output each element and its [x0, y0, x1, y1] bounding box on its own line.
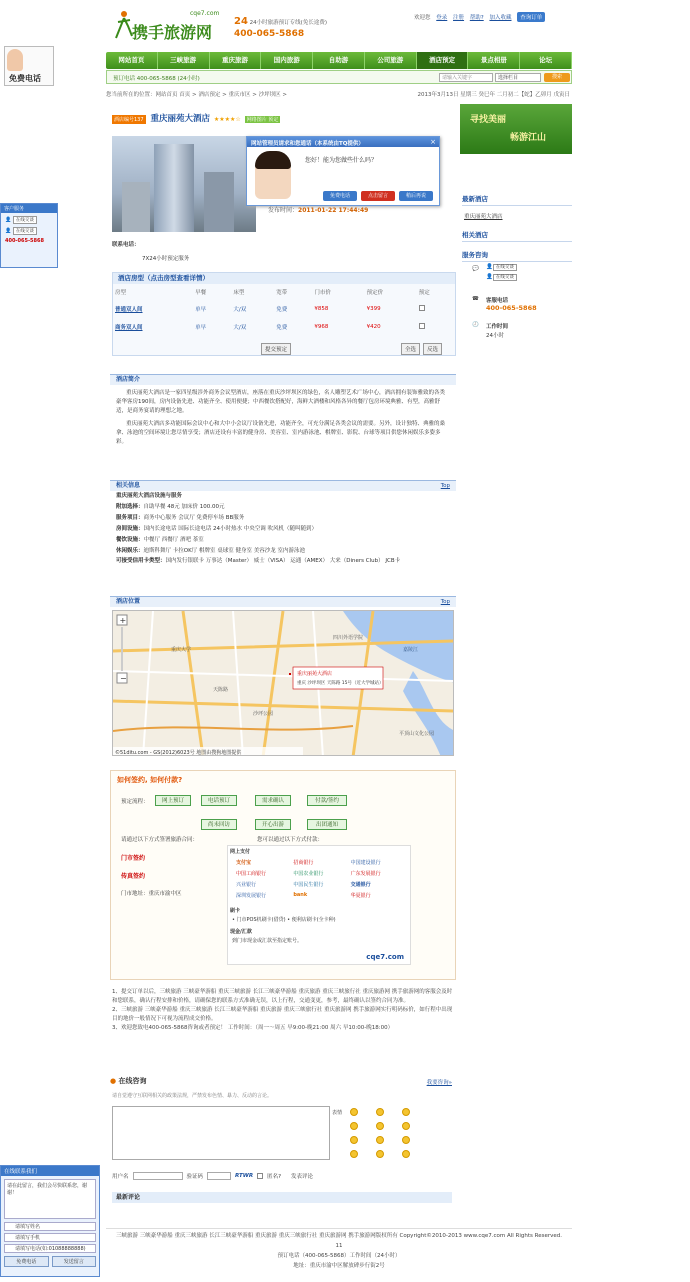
flow-step: 电话预订: [201, 795, 237, 806]
consult-title: 在线咨询: [118, 1077, 147, 1085]
breakfast-cell: 单早: [195, 325, 207, 331]
hotline-caption: 24小时旅游预订专线(免长途费): [249, 20, 327, 26]
submit-comment-button[interactable]: 发表评论: [291, 1174, 314, 1180]
free-call-button[interactable]: 免费电话: [4, 1256, 49, 1267]
map-label: 嘉陵江: [403, 647, 419, 653]
send-message-button[interactable]: 发送留言: [52, 1256, 97, 1267]
svg-text:+: +: [119, 616, 127, 625]
facilities-title: 相关信息: [116, 482, 141, 489]
extra-label: 附加选择：: [116, 504, 144, 510]
flow-step: 需求确认: [255, 795, 291, 806]
col-broadband: 宽带: [276, 290, 288, 296]
hotel-intro: [110, 374, 456, 451]
search-button[interactable]: 搜索: [544, 73, 570, 82]
bank-logo: 中国农业银行: [293, 871, 324, 877]
qq-icon: 👤: [5, 217, 12, 223]
map-marker-address: 重庆 沙坪坝区 天陈路 15号（近大学城站）: [297, 681, 384, 686]
free-phone-widget[interactable]: [4, 46, 54, 86]
note-2: 2、三峡旅游 三峡豪华游船 重庆三峡旅游 长江三峡豪华游船 重庆旅游 重庆三峡旅行社 重庆旅游网 携手旅游网实行明码标价，如行程中出现目的地价一般情况下可视为流程成交价格。: [112, 1007, 453, 1022]
book-price-cell: ¥420: [366, 324, 381, 330]
emoticon-icon[interactable]: [376, 1108, 384, 1116]
breadcrumb-path[interactable]: 您当前所在的位置：网站首页 首页 > 酒店预定 > 重庆市区 > 沙坪坝区 >: [106, 92, 287, 98]
nav-domestic[interactable]: 国内旅游: [261, 52, 313, 69]
method-fax: 传真签约: [121, 873, 146, 880]
location-section: [110, 596, 456, 607]
note-3: 3、欢迎您致电400-065-5868咨询或者预定！ 工作时间：（周一～周五 早9:00-晚21:00 周六 早10:00-晚18:00）: [112, 1025, 394, 1031]
col-book: 预定: [418, 290, 430, 296]
chat-bubble-icon: 💬: [472, 266, 479, 272]
flow-step: 尚未回访: [201, 819, 237, 830]
facility-label: 餐饮设施：: [116, 537, 144, 543]
hotline-box: [234, 16, 354, 44]
popup-later-button[interactable]: 稍后再说: [399, 191, 433, 201]
map-marker-name: 重庆丽苑大酒店: [297, 671, 333, 677]
bank-logo: bank: [293, 892, 308, 898]
nav-hotel-booking[interactable]: 酒店预定: [417, 52, 469, 69]
consult-icon: ●: [110, 1077, 117, 1085]
captcha-label: 验证码: [186, 1174, 204, 1180]
contact-panel-title: 在线联系我们: [1, 1166, 99, 1176]
sidebar-banner[interactable]: [460, 104, 572, 154]
table-row: [113, 318, 455, 336]
booking-notes: [112, 988, 456, 1033]
howto-title: 如何签约, 如何付款?: [117, 776, 183, 784]
footer-contact: 预订电话（400-065-5868）工作时间（24小时）: [277, 1253, 401, 1259]
captcha-image[interactable]: RTWR: [235, 1173, 254, 1179]
room-table: [113, 284, 455, 336]
emoticon-icon[interactable]: [402, 1150, 410, 1158]
agent-avatar: [255, 151, 291, 199]
bank-logo: 广东发展银行: [350, 871, 381, 877]
hotel-map[interactable]: [112, 610, 454, 756]
room-type-link[interactable]: 商务双人间: [115, 325, 143, 331]
cust-service-phone: 400-065-5868: [5, 238, 44, 244]
current-date: 2013年3月13日 星期三 癸巳年 二月初二【蛇】乙卯月 戊寅日: [417, 92, 570, 98]
facility-label: 休闲娱乐：: [116, 548, 144, 554]
bank-logo: 中国建设银行: [350, 860, 381, 866]
map-label: 四川外语学院: [333, 635, 364, 641]
hotel-title-bar: [112, 112, 412, 124]
register-link[interactable]: 注册: [453, 15, 465, 21]
map-label: 重庆大学: [171, 647, 192, 653]
consult-more-link[interactable]: 我要咨询»: [426, 1080, 452, 1086]
anonymous-label: 匿名?: [267, 1174, 281, 1180]
hotel-stars: ★★★★☆: [213, 116, 241, 123]
book-checkbox[interactable]: [419, 305, 425, 311]
flow-step: 出团通知: [307, 819, 347, 830]
map-label: 天陈路: [213, 687, 229, 693]
side-qq-button-2[interactable]: 在线交谈: [493, 274, 517, 281]
emoticon-label: 表情: [332, 1110, 343, 1116]
qq-icon: 👤: [5, 228, 12, 234]
nav-self-guided[interactable]: 自助游: [313, 52, 365, 69]
facility-value: 迪斯科舞厅 卡拉OK厅 棋牌室 桌球室 健身室 美容沙龙 室内游泳池: [143, 548, 305, 554]
rooms-title: 酒店房型（点击房型查看详情）: [113, 273, 455, 284]
breakfast-cell: 单早: [195, 307, 207, 313]
popup-title: 网站管理员请求和您通话（本系统由TQ提供）: [247, 137, 439, 147]
col-bed: 床型: [233, 290, 245, 296]
hotel-name: 重庆丽苑大酒店: [150, 114, 210, 124]
consult-section: [110, 1076, 456, 1216]
help-link[interactable]: 帮助?: [469, 15, 484, 21]
site-watermark: cqe7.com: [366, 953, 404, 961]
cust-service-title: 客户服务: [1, 204, 57, 213]
flow-step: 付款/签约: [307, 795, 347, 806]
cash-text: 到门市现金或汇款至指定账号。: [232, 938, 303, 944]
contact-panel: [0, 1165, 100, 1277]
flow-label: 预定流程：: [121, 799, 149, 805]
footer: [106, 1228, 572, 1271]
latest-hotels-title: 最新酒店: [462, 194, 572, 206]
method-store: 门市签约: [121, 855, 146, 862]
brand-domain: cqe7.com: [190, 10, 220, 17]
latest-hotel-link[interactable]: 重庆丽苑大酒店: [464, 214, 503, 220]
category-select[interactable]: 选择栏目: [495, 73, 541, 82]
nav-forum[interactable]: 论坛: [520, 52, 572, 69]
facility-label: 服务项目：: [116, 515, 144, 521]
net-cell: 免费: [276, 307, 288, 313]
mobile-field[interactable]: 请填写手机: [4, 1233, 96, 1242]
popup-leave-message-button[interactable]: 点击留言: [361, 191, 395, 201]
footer-address: 地址：重庆市渝中区解放碑步行街2号: [293, 1263, 385, 1269]
search-input[interactable]: 请输入关键字: [439, 73, 493, 82]
rack-price-cell: ¥858: [314, 306, 329, 312]
col-rack-rate: 门市价: [314, 290, 331, 296]
favorite-link[interactable]: 加入收藏: [489, 15, 512, 21]
map-copyright: ©51ditu.com - GS(2012)6023号 地图由搜狗地图提供: [115, 750, 242, 756]
svg-text:−: −: [120, 674, 127, 683]
facilities-heading: 重庆丽苑大酒店设施与服务: [116, 493, 183, 499]
intro-paragraph-2: 重庆丽苑大酒店多功能国际会议中心和大中小会议厅设备先进，功能齐全，可充分满足各类会议的需要。另外，设计独特、典雅的桑拿、泳池的空间环境让您尽情享受；酒店还设有丰富的健身房、美容室、室内游泳池、棋牌室、影院、台球等项目供您休闲娱乐多姿多彩。: [116, 421, 446, 445]
zoom-slider[interactable]: [121, 627, 123, 671]
location-title: 酒店位置: [116, 598, 141, 605]
emoticon-icon[interactable]: [376, 1150, 384, 1158]
net-cell: 免费: [276, 325, 288, 331]
hours-value: 24小时: [486, 333, 504, 339]
hotel-photo: [112, 136, 256, 232]
popup-free-call-button[interactable]: 免费电话: [323, 191, 357, 201]
nav-company-travel[interactable]: 公司旅游: [365, 52, 417, 69]
top-link[interactable]: Top: [440, 599, 450, 605]
contact-value: 7X24小时预定服务: [142, 256, 190, 262]
qq-chat-button-2[interactable]: 在线交谈: [13, 227, 37, 235]
banner-text-1: 寻找美丽: [470, 115, 507, 125]
site-logo[interactable]: [110, 6, 230, 44]
message-textarea[interactable]: 请在此留言，我们会尽快联系您，谢谢！: [4, 1179, 96, 1219]
room-table-section: [112, 272, 456, 356]
footer-links[interactable]: 三峡旅游 三峡豪华游船 重庆三峡旅游 长江三峡豪华游船 重庆旅游 重庆三峡旅行社 重庆旅游网 携手旅游网版权所有 Copyright©2010-2013 www.cqe7.com All Rights Reserved.: [116, 1233, 562, 1239]
flow-step: 开心出游: [255, 819, 291, 830]
bank-logo: 中国工商银行: [236, 871, 267, 877]
emoticon-icon[interactable]: [376, 1136, 384, 1144]
post-time-value: 2011-01-22 17:44:49: [298, 207, 369, 214]
username-label: 用户名: [112, 1174, 129, 1180]
qq-icon: 👤: [486, 274, 493, 280]
brand-name: 携手旅游网: [132, 23, 213, 42]
hotel-id-badge: 酒店编号137: [114, 117, 144, 123]
facility-value: 国内长途电话 国际长途电话 24小时热水 中央空调 吹风机（随叫随到）: [143, 526, 318, 532]
booking-phone: 预订电话 400-065-5868 (24小时): [113, 76, 200, 82]
map-label: 沙坪公园: [253, 711, 274, 717]
side-qq-button-1[interactable]: 在线交谈: [493, 264, 517, 271]
book-checkbox[interactable]: [419, 323, 425, 329]
related-hotels-title: 相关酒店: [462, 230, 572, 242]
qq-icon: 👤: [486, 264, 493, 270]
emoticon-icon[interactable]: [350, 1136, 358, 1144]
card-label: 刷卡: [230, 908, 241, 914]
agent-avatar: [7, 49, 23, 71]
map-label: 平顶山文化公园: [399, 731, 435, 737]
cash-label: 现金/汇款: [230, 929, 252, 935]
runner-logo-icon: [114, 10, 134, 40]
bank-logo: 深圳发展银行: [236, 893, 267, 899]
nav-chongqing[interactable]: 重庆旅游: [210, 52, 262, 69]
top-link[interactable]: Top: [440, 483, 450, 489]
hours-label: 工作时间: [486, 324, 509, 330]
table-row: [113, 300, 455, 318]
col-room-type: 房型: [115, 290, 127, 296]
map-canvas[interactable]: [113, 611, 454, 756]
customer-service-widget: [0, 203, 58, 268]
emoticon-icon[interactable]: [350, 1108, 358, 1116]
col-breakfast: 早餐: [195, 290, 207, 296]
order-query-button[interactable]: 查询订单: [517, 12, 545, 22]
popup-question: 您好！能为您做些什么吗？: [305, 157, 378, 164]
intro-paragraph-1: 重庆丽苑大酒店是一家四星级涉外商务会议型酒店，座落在重庆沙坪坝区的绿色，名人雕塑艺术广场中心，酒店拥有装饰雅致的各类豪华客房190间，房内设备先进、功能齐全、使用便捷；中西餐饮搭配好，海鲜大酒楼和风格各异的餐厅包房环境典雅、有型，高雅舒适，是商务宴请的理想之地。: [116, 390, 446, 414]
rack-price-cell: ¥968: [314, 324, 329, 330]
extra-value: 自助早餐 48元 加床价 100.00元: [143, 504, 225, 510]
facility-value: 国内发行银联卡 万事达（Master） 威士（VISA） 运通（AMEX） 大来（Diners Club） JCB卡: [165, 558, 401, 564]
facilities-section: [110, 480, 456, 566]
anonymous-checkbox[interactable]: [257, 1173, 263, 1179]
footer-page: 11: [335, 1243, 343, 1249]
bank-logo: 支付宝: [236, 860, 252, 866]
nav-home[interactable]: 网站首页: [106, 52, 158, 69]
hotline-24: 24: [234, 16, 248, 27]
banner-text-2: 畅游江山: [510, 133, 547, 143]
facility-value: 中餐厅 西餐厅 酒吧 茶室: [143, 537, 204, 543]
facility-value: 商务中心服务 会议厅 免费停车场 BB服务: [143, 515, 245, 521]
bank-logo: 中国民生银行: [293, 882, 324, 888]
invert-select-button[interactable]: 反选: [423, 343, 442, 355]
contact-label: 联系电话：: [112, 242, 140, 248]
bank-logo: 华夏银行: [350, 893, 371, 899]
hotline-phone: 400-065-5868: [234, 29, 305, 39]
emoticon-icon[interactable]: [350, 1150, 358, 1158]
tel-value: 400-065-5868: [486, 304, 537, 312]
main-nav: [106, 52, 572, 69]
facility-label: 房间设施：: [116, 526, 144, 532]
hotel-tag: 网络图片 预定: [246, 117, 279, 123]
phone-field[interactable]: 请填写电话(如:01088888888): [4, 1244, 96, 1253]
welcome-text: 欢迎您: [414, 15, 431, 21]
qq-chat-button-1[interactable]: 在线交谈: [13, 216, 37, 224]
contact-info: [112, 240, 458, 262]
emoticon-icon[interactable]: [402, 1136, 410, 1144]
comment-textarea[interactable]: [112, 1106, 330, 1160]
close-icon[interactable]: ×: [430, 138, 436, 146]
how-to-section: [110, 770, 456, 980]
login-link[interactable]: 登录: [436, 15, 448, 21]
room-type-link[interactable]: 普通双人间: [115, 307, 143, 313]
tel-label: 客服电话: [486, 298, 509, 304]
captcha-input[interactable]: [207, 1172, 231, 1180]
flow-step: 网上预订: [155, 795, 191, 806]
card-options: • 门市POS机刷卡(借贷) • 便利店刷卡(全卡种): [232, 917, 336, 923]
methods-label: 请通过以下方式签署旅游合同：: [121, 837, 199, 843]
bed-cell: 大/双: [233, 307, 247, 313]
note-1: 1、提交订单以后，三峡旅游 三峡豪华游船 重庆三峡旅游 长江三峡豪华游船 重庆旅游 重庆三峡旅行社 重庆旅游网 携手旅游网的客服会及时和您联系，确认行程安排和价格，请确保您的联系方式准确无误，以上行程，交通变更，参考，最终确认以签约合同为准。: [112, 989, 453, 1004]
online-pay-label: 网上支付: [230, 849, 251, 855]
bank-logo: 招商银行: [293, 860, 314, 866]
emoticon-icon[interactable]: [376, 1122, 384, 1130]
consult-hint: 请自觉遵守互联网相关的政策法规，严禁发布色情、暴力、反动的言论。: [112, 1093, 273, 1099]
bank-logo: 兴业银行: [236, 882, 257, 888]
post-time-label: 发布时间：: [268, 207, 299, 214]
facility-label: 可接受信用卡类型：: [116, 558, 166, 564]
username-input[interactable]: [133, 1172, 183, 1180]
service-title: 服务咨询: [462, 250, 572, 262]
bank-logo: 交通银行: [350, 882, 371, 888]
select-all-button[interactable]: 全选: [401, 343, 420, 355]
chat-invite-popup: [246, 136, 440, 206]
pay-label: 您可以通过以下方式付款：: [257, 837, 324, 843]
col-price: 预定价: [366, 290, 384, 296]
sub-nav: [106, 70, 572, 84]
clock-icon: 🕘: [472, 322, 479, 328]
store-address: 门市地址：重庆市渝中区: [121, 891, 182, 897]
post-time: [268, 205, 368, 214]
bed-cell: 大/双: [233, 325, 247, 331]
top-links: [414, 12, 574, 24]
emoticon-icon[interactable]: [350, 1122, 358, 1130]
breadcrumb: [106, 90, 572, 100]
latest-comments-title: 最新评论: [112, 1192, 452, 1203]
emoticon-icon[interactable]: [402, 1108, 410, 1116]
emoticon-icon[interactable]: [402, 1122, 410, 1130]
nav-three-gorges[interactable]: 三峡旅游: [158, 52, 210, 69]
nav-photo-album[interactable]: 景点相册: [468, 52, 520, 69]
phone-icon: ☎: [472, 296, 479, 302]
intro-title: 酒店简介: [110, 374, 456, 385]
submit-booking-button[interactable]: 提交预定: [261, 343, 291, 355]
name-field[interactable]: 请填写姓名: [4, 1222, 96, 1231]
free-phone-label: 免费电话: [9, 74, 41, 83]
book-price-cell: ¥399: [366, 306, 381, 312]
